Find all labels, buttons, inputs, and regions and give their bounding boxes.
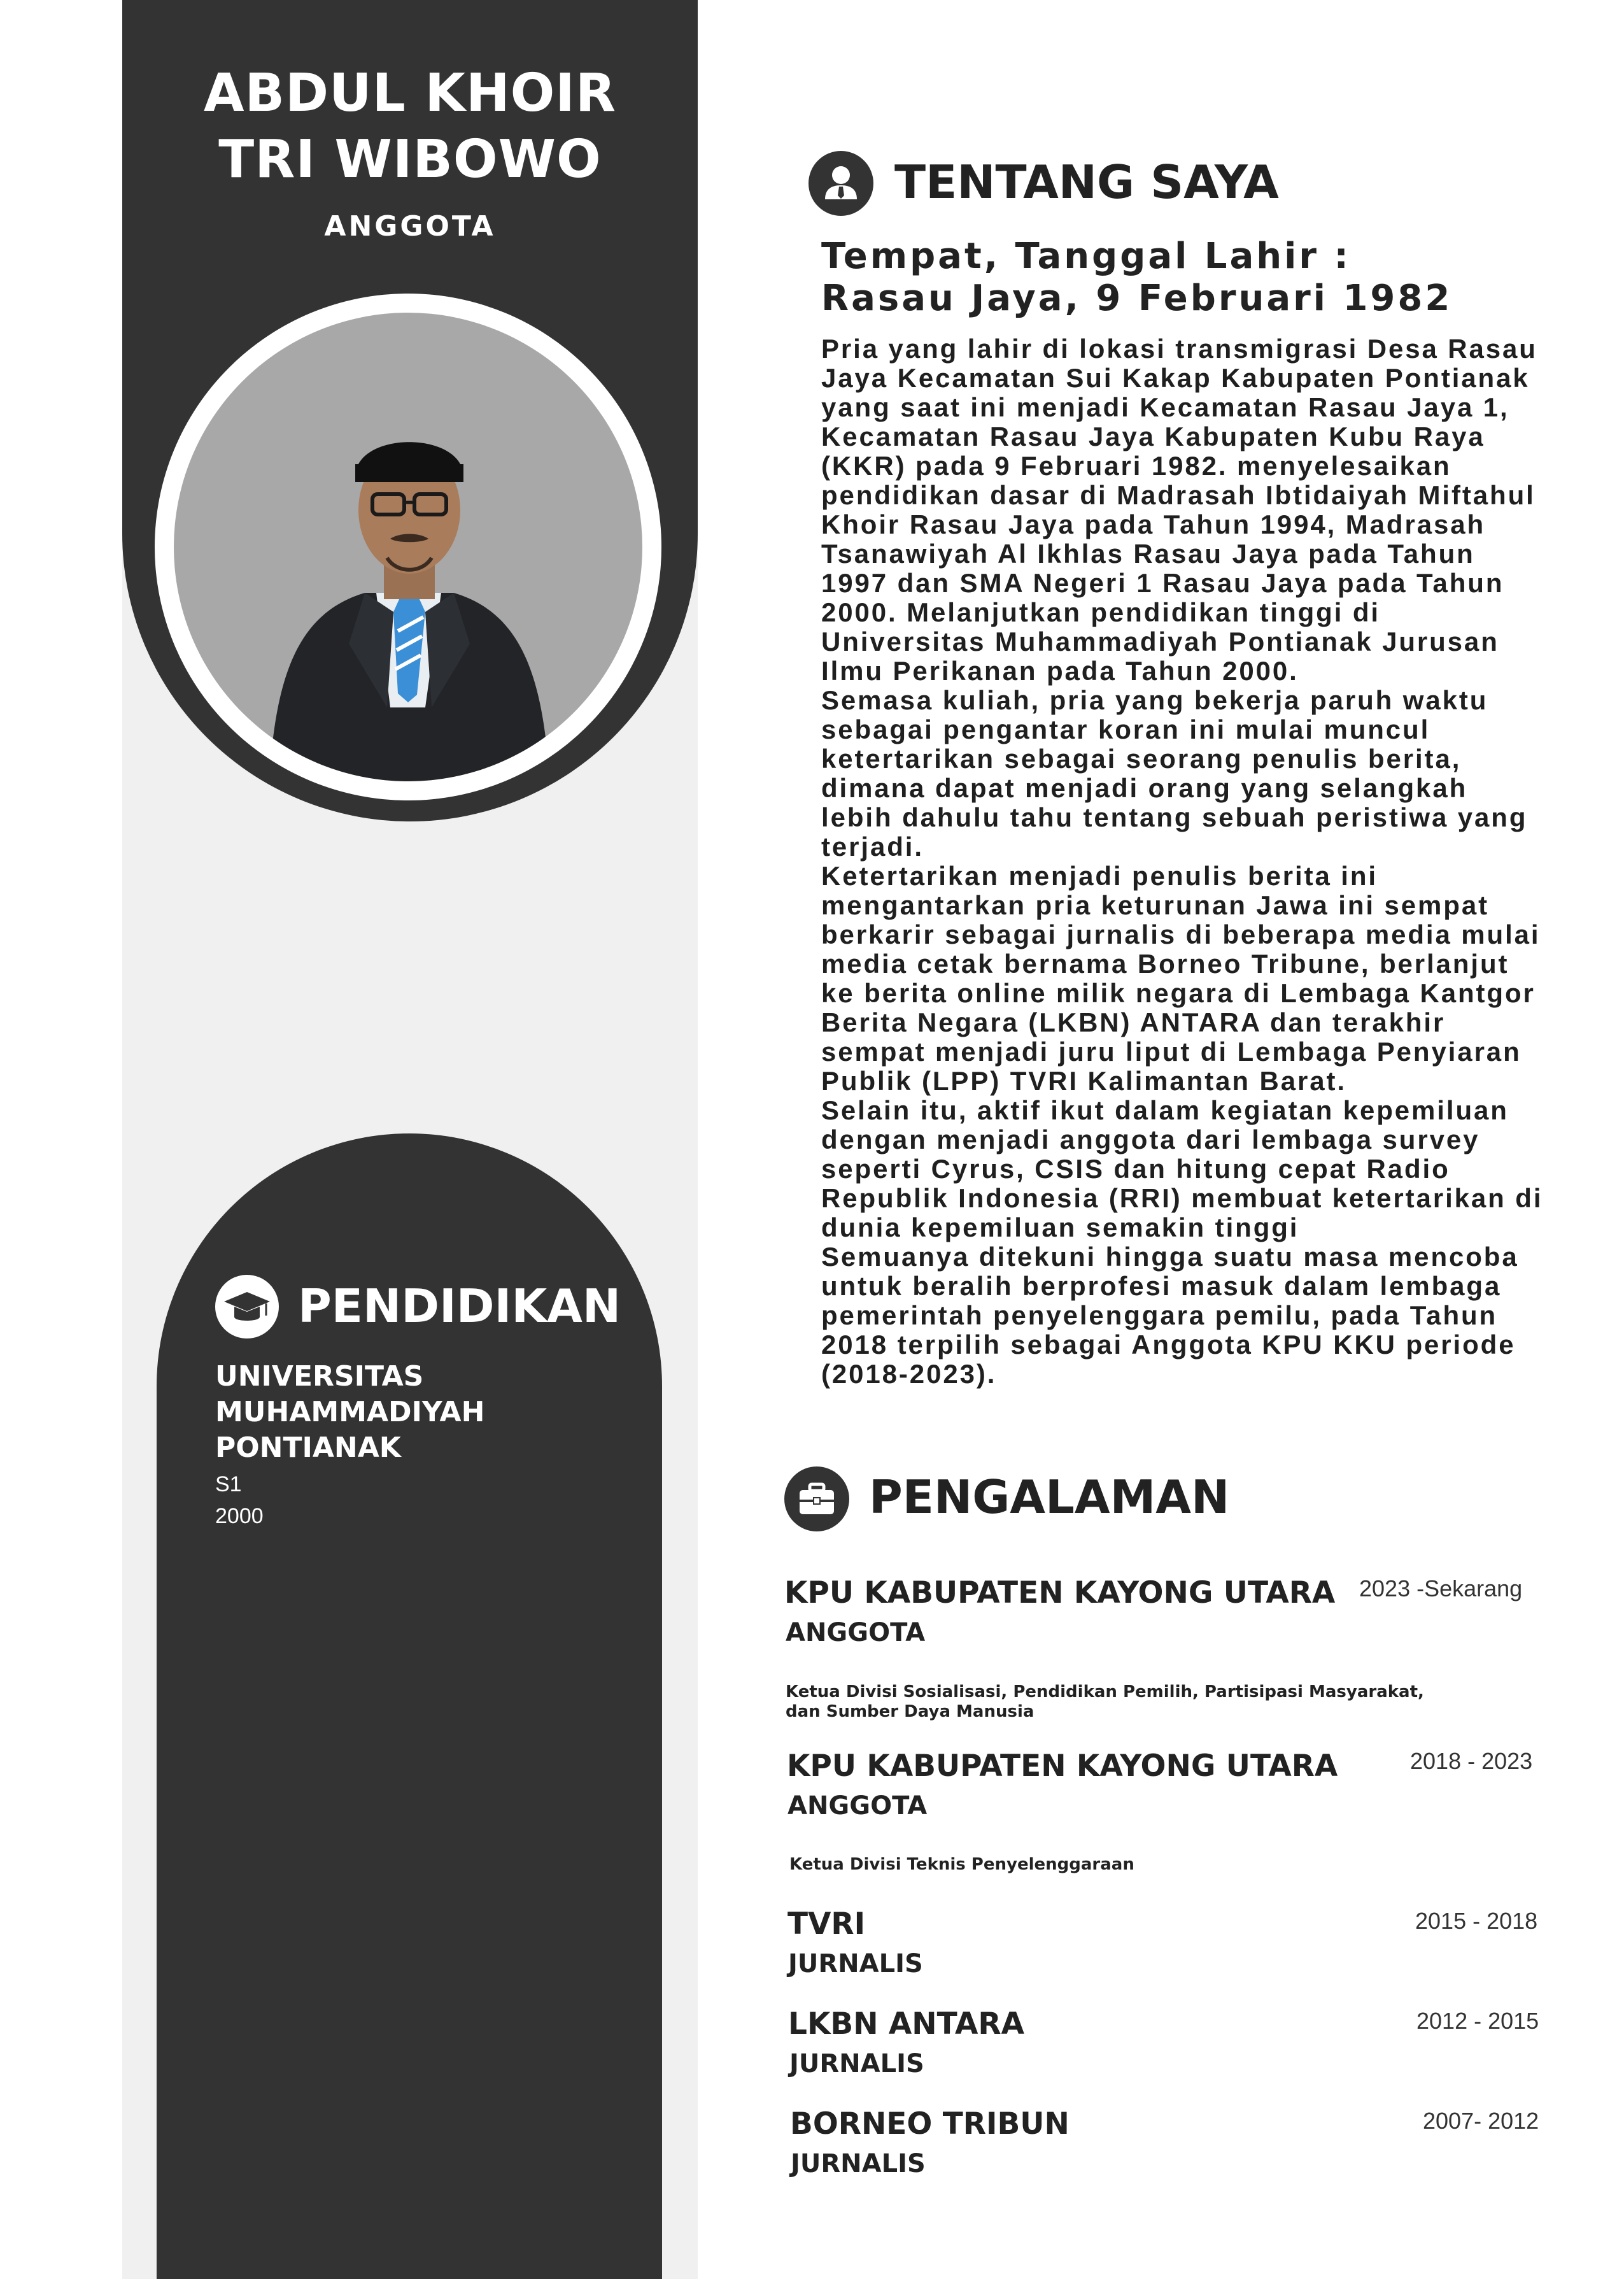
bio-paragraph: Pria yang lahir di lokasi transmigrasi Desa Rasau Jaya Kecamatan Sui Kakap Kabupaten Pontianak yang saat ini menjadi Kecamatan Rasau Jaya 1, Kecamatan Rasau Jaya Kabupaten Kubu Raya (KKR) pada 9 Februari 1982. menyelesaikan pendidikan dasar di Madrasah Ibtidaiyah Miftahul Khoir Rasau Jaya pada Tahun 1994, Madrasah Tsanawiyah Al Ikhlas Rasau Jaya pada Tahun 1997 dan SMA Negeri 1 Rasau Jaya pada Tahun 2000. Melanjutkan pendidikan tinggi di Universitas Muhammadiyah Pontianak Jurusan Ilmu Perikanan pada Tahun 2000. xyxy=(821,334,1537,686)
user-tie-icon xyxy=(808,151,873,216)
experience-description: Ketua Divisi Sosialisasi, Pendidikan Pemilih, Partisipasi Masyarakat, dan Sumber Daya Manusia xyxy=(786,1682,1424,1721)
about-bio xyxy=(821,334,1547,1389)
experience-role: ANGGOTA xyxy=(786,1618,926,1647)
education-title: PENDIDIKAN xyxy=(298,1279,621,1333)
profile-role: ANGGOTA xyxy=(324,210,496,243)
bio-paragraph: Ketertarikan menjadi penulis berita ini mengantarkan pria keturunan Jawa ini sempat berkarir sebagai jurnalis di beberapa media mulai media cetak bernama Borneo Tribune, berlanjut ke berita online milik negara di Lembaga Kantgor Berita Negara (LKBN) ANTARA dan terakhir sempat menjadi juru liput di Lembaga Penyiaran Publik (LPP) TVRI Kalimantan Barat. xyxy=(821,861,1541,1096)
experience-period: 2023 -Sekarang xyxy=(1359,1575,1523,1601)
education-degree: S1 xyxy=(215,1472,242,1496)
birth-info xyxy=(821,236,1452,320)
experience-period: 2018 - 2023 xyxy=(1410,1748,1533,1774)
profile-name-line2: TRI WIBOWO xyxy=(218,129,602,190)
profile-name-line1: ABDUL KHOIR xyxy=(204,63,616,124)
experience-role: JURNALIS xyxy=(791,2149,926,2178)
experience-org: KPU KABUPATEN KAYONG UTARA xyxy=(784,1575,1336,1610)
education-school-line: UNIVERSITAS xyxy=(215,1360,424,1393)
experience-org: TVRI xyxy=(787,1906,866,1942)
education-school-line: MUHAMMADIYAH xyxy=(215,1396,485,1428)
experience-period: 2015 - 2018 xyxy=(1415,1908,1538,1934)
bio-paragraph: Semuanya ditekuni hingga suatu masa mencoba untuk beralih berprofesi masuk dalam lembaga pemerintah penyelenggara pemilu, pada Tahun 2018 terpilih sebagai Anggota KPU KKU periode (2018-2023). xyxy=(821,1242,1519,1389)
experience-org: BORNEO TRIBUN xyxy=(790,2106,1070,2141)
birth-label: Tempat, Tanggal Lahir : xyxy=(821,236,1351,277)
education-year: 2000 xyxy=(215,1504,264,1528)
experience-role: JURNALIS xyxy=(788,1949,923,1978)
bio-paragraph: Selain itu, aktif ikut dalam kegiatan kepemiluan dengan menjadi anggota dari lembaga survey seperti Cyrus, CSIS dan hitung cepat Radio Republik Indonesia (RRI) membuat ketertarikan di dunia kepemiluan semakin tinggi xyxy=(821,1095,1543,1242)
bio-paragraph: Semasa kuliah, pria yang bekerja paruh waktu sebagai pengantar koran ini mulai muncul ketertarikan sebagai seorang penulis berita, dimana dapat menjadi orang yang selangkah lebih dahulu tahu tentang sebuah peristiwa yang terjadi. xyxy=(821,685,1528,862)
experience-role: ANGGOTA xyxy=(787,1791,928,1821)
profile-photo xyxy=(174,313,642,781)
briefcase-icon xyxy=(784,1466,849,1531)
person-portrait-illustration xyxy=(174,313,642,781)
experience-role: JURNALIS xyxy=(789,2049,924,2078)
education-school-line: PONTIANAK xyxy=(215,1431,401,1464)
profile-name xyxy=(122,60,698,193)
experience-org: LKBN ANTARA xyxy=(788,2006,1024,2041)
experience-description: Ketua Divisi Teknis Penyelenggaraan xyxy=(789,1855,1134,1874)
experience-period: 2012 - 2015 xyxy=(1416,2008,1539,2034)
experience-period: 2007- 2012 xyxy=(1423,2108,1539,2134)
education-school xyxy=(215,1359,623,1466)
about-title: TENTANG SAYA xyxy=(894,155,1279,209)
graduation-cap-icon xyxy=(215,1275,279,1338)
experience-org: KPU KABUPATEN KAYONG UTARA xyxy=(787,1749,1338,1784)
birth-value: Rasau Jaya, 9 Februari 1982 xyxy=(821,278,1453,319)
experience-title: PENGALAMAN xyxy=(869,1470,1230,1524)
